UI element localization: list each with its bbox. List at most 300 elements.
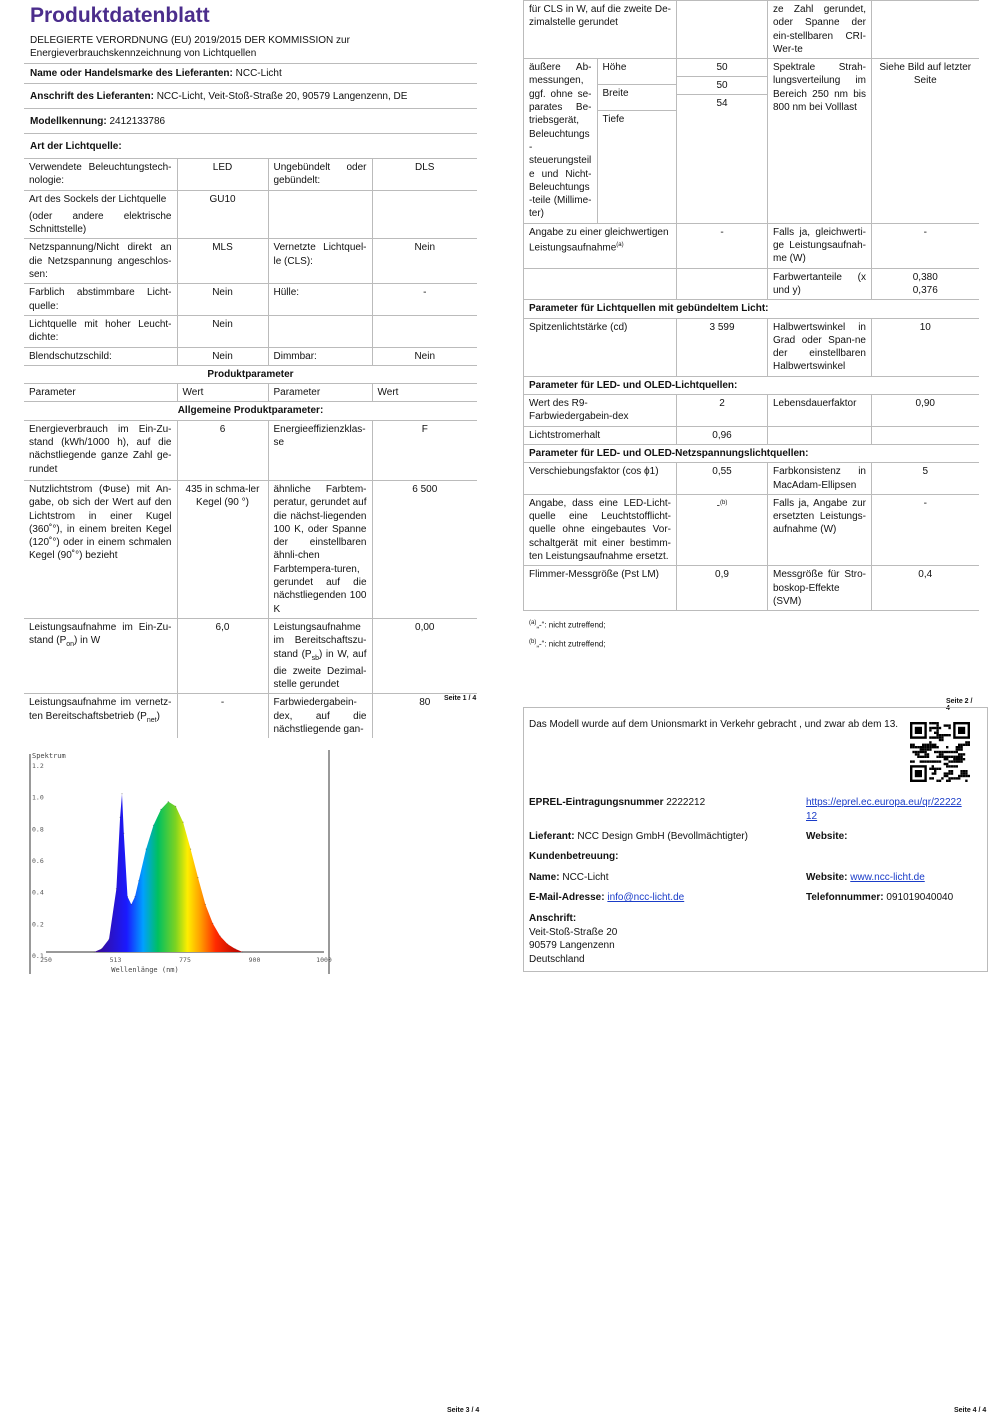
y-tick-label: 0.2 [32, 920, 44, 929]
cell-label: Wert des R9-Farbwiedergabein-dex [524, 395, 677, 427]
cell-label: Lebensdauerfaktor [768, 395, 872, 427]
footnotes [529, 615, 978, 652]
footnote-a-text: „-“: nicht zutreffend; [536, 620, 606, 630]
supplier-label: Lieferant: [529, 831, 575, 842]
cell-value: 0,55 [677, 463, 768, 495]
dimension-row [524, 59, 676, 84]
qr-module [951, 751, 953, 753]
cell-value: 2 [677, 395, 768, 427]
qr-module [941, 734, 943, 736]
label-subscript: sb [311, 654, 319, 662]
qr-module [946, 756, 948, 758]
qr-module [920, 746, 922, 748]
eprel-link[interactable]: https://eprel.ec.europa.eu/qr/2222212 [806, 797, 962, 822]
qr-module [960, 772, 962, 774]
qr-module [924, 756, 926, 758]
table-row [24, 480, 477, 618]
x-tick-label: 513 [109, 956, 122, 964]
qr-module [932, 760, 934, 762]
qr-module [910, 760, 912, 762]
qr-module [963, 775, 965, 777]
qr-module [939, 780, 941, 782]
qr-module [944, 775, 946, 777]
qr-module [963, 770, 965, 772]
website-label: Website: [806, 831, 848, 842]
spectrum-point [234, 948, 235, 949]
cell-label [24, 190, 177, 239]
qr-finder-core [915, 770, 922, 777]
qr-module [934, 746, 936, 748]
qr-module [946, 765, 948, 767]
cell-label: Energieeffizienzklas-se [268, 420, 372, 480]
cell-label: Ungebündelt oder gebündelt: [268, 159, 372, 190]
chart-marks [94, 793, 244, 953]
cell-value: Nein [372, 239, 477, 284]
cell-value: Nein [372, 347, 477, 365]
qr-module [941, 756, 943, 758]
supplier-row [24, 64, 477, 84]
label-subscript: net [146, 716, 157, 724]
qr-module [941, 736, 943, 738]
qr-module [936, 729, 938, 731]
spectrum-point [168, 801, 169, 802]
name-label: Name: [529, 872, 560, 883]
cell-label [768, 426, 872, 444]
qr-module [956, 777, 958, 779]
qr-module [965, 741, 967, 743]
qr-module [924, 751, 926, 753]
label-subscript: on [66, 641, 75, 649]
qr-module [920, 760, 922, 762]
qr-module [939, 768, 941, 770]
dimensions-values-cell [677, 59, 768, 224]
dimension-width-value: 50 [677, 77, 767, 95]
qr-module [944, 751, 946, 753]
column-header: Parameter [24, 384, 177, 402]
qr-module [960, 746, 962, 748]
qr-module [912, 744, 914, 746]
spectrum-point [220, 936, 221, 937]
table-row [24, 284, 477, 316]
cell-value: 0,9 [677, 566, 768, 611]
cell-value: - [177, 694, 268, 738]
qr-module [963, 758, 965, 760]
qr-module [936, 768, 938, 770]
qr-module [946, 780, 948, 782]
dimension-width-label: Breite [597, 84, 676, 110]
website2-label: Website: [806, 872, 848, 883]
dimension-depth-label: Tiefe [602, 113, 625, 125]
qr-module [951, 777, 953, 779]
dimension-height-value: 50 [677, 59, 767, 77]
qr-module [956, 760, 958, 762]
qr-module [927, 746, 929, 748]
qr-module [917, 751, 919, 753]
x-tick-label: 900 [248, 956, 261, 964]
cap-label: Art des Sockels der Lichtquelle [29, 193, 167, 205]
dimension-height-label: Höhe [597, 59, 676, 84]
qr-module [936, 760, 938, 762]
qr-module [968, 741, 970, 743]
dimensions-subtable [524, 59, 676, 223]
label-text: Leistungsaufnahme im vernetz-ten Bereitschaftsbetrieb (P [29, 697, 172, 722]
qr-module [915, 753, 917, 755]
qr-module [934, 770, 936, 772]
model-value: 2412133786 [109, 116, 166, 127]
qr-module [958, 775, 960, 777]
table-row [24, 190, 477, 239]
eprel-label: EPREL-Eintragungsnummer [529, 797, 664, 808]
cell-value: 6,0 [177, 618, 268, 693]
email-row [529, 891, 684, 905]
chroma-y-value: 0,376 [912, 284, 938, 296]
qr-module [965, 780, 967, 782]
cell-value: 0,00 [372, 618, 477, 693]
dimensions-label: äußere Ab-messungen, ggf. ohne se-parates Be-triebsgerät, Beleuchtungs-steuerungsteile und Nicht-Beleuchtungs-teile (Millime-ter) [524, 59, 597, 223]
qr-module [929, 729, 931, 731]
qr-module [927, 756, 929, 758]
cell-value: 0,90 [872, 395, 979, 427]
qr-module [958, 756, 960, 758]
model-label: Modellkennung: [30, 116, 107, 127]
qr-module [936, 746, 938, 748]
header-row [24, 384, 477, 402]
qr-module [948, 734, 950, 736]
qr-module [951, 760, 953, 762]
qr-module [917, 746, 919, 748]
cell-value: MLS [177, 239, 268, 284]
supplier-label: Name oder Handelsmarke des Lieferanten: [30, 68, 233, 79]
cell-label: ähnliche Farbtem-peratur, gerundet auf die nächst-liegenden 100 K, oder Spanne der einstellbaren ähnli-chen Farbtempera-turen, gerundet auf die nächstliegenden 100 K [268, 480, 372, 618]
qr-module [932, 768, 934, 770]
qr-module [948, 780, 950, 782]
qr-module [929, 768, 931, 770]
column-header: Wert [177, 384, 268, 402]
qr-module [960, 748, 962, 750]
qr-module [920, 748, 922, 750]
cell-value: 0,4 [872, 566, 979, 611]
phone-label: Telefonnummer: [806, 892, 884, 903]
spectrum-point [116, 888, 117, 889]
footnote-b [529, 634, 978, 653]
customer-service-label: Kundenbetreuung: [529, 851, 619, 862]
cell-label: Verwendete Beleuchtungstech-nologie: [24, 159, 177, 190]
cell-value: - [372, 284, 477, 316]
phone-row [806, 891, 953, 905]
qr-finder-core [915, 727, 922, 734]
cell-label: Farbwiedergabein-dex, auf die nächstliegende gan- [268, 694, 372, 738]
cell-value [872, 1, 979, 59]
qr-module [934, 760, 936, 762]
qr-module [934, 744, 936, 746]
qr-code-icon[interactable] [910, 722, 970, 782]
qr-module [946, 746, 948, 748]
qr-module [953, 751, 955, 753]
qr-module [963, 744, 965, 746]
cell-value: Nein [177, 284, 268, 316]
qr-module [960, 758, 962, 760]
qr-module [910, 744, 912, 746]
qr-module [953, 765, 955, 767]
qr-module [920, 756, 922, 758]
qr-module [927, 744, 929, 746]
qr-module [956, 751, 958, 753]
email-label: E-Mail-Adresse: [529, 892, 605, 903]
cell-label: Farbwertanteile (x und y) [768, 268, 872, 300]
spectrum-point [205, 904, 206, 905]
qr-module [948, 765, 950, 767]
footnote-ref: (b) [720, 499, 728, 506]
spectrum-point [108, 939, 109, 940]
qr-module [953, 777, 955, 779]
qr-module [934, 772, 936, 774]
cell-value: 3 599 [677, 318, 768, 376]
qr-module [960, 760, 962, 762]
cell-label: Farbkonsistenz in MacAdam-Ellipsen [768, 463, 872, 495]
cell-label: Netzspannung/Nicht direkt an die Netzspannung angeschlos-sen: [24, 239, 177, 284]
spectrum-point [160, 809, 161, 810]
qr-module [917, 753, 919, 755]
qr-module [965, 744, 967, 746]
table-row [24, 159, 477, 190]
qr-module [915, 751, 917, 753]
footnote-a [529, 615, 978, 634]
qr-module [934, 751, 936, 753]
qr-module [948, 727, 950, 729]
label-text: Angabe zu einer gleichwertigen Leistungsaufnahme [529, 226, 669, 254]
cell-value [372, 190, 477, 239]
cell-label: Spitzenlichtstärke (cd) [524, 318, 677, 376]
column-header: Parameter [268, 384, 372, 402]
spectrum-point [120, 817, 121, 818]
qr-module [929, 748, 931, 750]
address-row [24, 84, 477, 109]
qr-module [917, 756, 919, 758]
y-tick-label: 0.6 [32, 857, 44, 865]
qr-module [934, 722, 936, 724]
qr-module [936, 727, 938, 729]
datasheet-page-3 [24, 707, 500, 1415]
qr-module [941, 753, 943, 755]
qr-module [912, 751, 914, 753]
qr-module [929, 736, 931, 738]
qr-module [948, 760, 950, 762]
qr-module [936, 736, 938, 738]
table-row [524, 1, 979, 59]
table-row [524, 494, 979, 565]
label-text: Leistungsaufnahme im Bereitschaftszu-stand (P [273, 621, 367, 660]
qr-module [929, 746, 931, 748]
qr-module [944, 772, 946, 774]
website-link[interactable]: www.ncc-licht.de [850, 872, 925, 883]
qr-module [936, 751, 938, 753]
footnote-b-text: „-“: nicht zutreffend; [536, 639, 606, 649]
website2-row [806, 871, 925, 885]
qr-module [929, 744, 931, 746]
qr-module [965, 772, 967, 774]
qr-module [934, 732, 936, 734]
qr-module [927, 753, 929, 755]
eprel-row [529, 796, 705, 810]
cell-value: - [872, 494, 979, 565]
model-row [24, 109, 477, 134]
cell-label: ze Zahl gerundet, oder Spanne der ein-stellbaren CRI-Wer-te [768, 1, 872, 59]
qr-module [915, 746, 917, 748]
cell-label: Messgröße für Stro-boskop-Effekte (SVM) [768, 566, 872, 611]
qr-module [948, 751, 950, 753]
spectrum-point [175, 806, 176, 807]
spectrum-point [153, 825, 154, 826]
address-line-3: Deutschland [529, 954, 585, 965]
qr-module [958, 777, 960, 779]
eprel-value: 2222212 [666, 797, 706, 808]
cell-value: Siehe Bild auf letzter Seite [872, 59, 979, 224]
qr-module [922, 746, 924, 748]
page-number: Seite 3 / 4 [447, 1407, 480, 1414]
spectrum-point [101, 948, 102, 949]
address-label: Anschrift des Lieferanten: [30, 91, 154, 102]
qr-module [953, 760, 955, 762]
x-tick-label: 1000 [316, 956, 332, 964]
qr-module [936, 734, 938, 736]
label-text: ) in W, auf die zweite Dezimal-stelle gerundet [273, 648, 367, 691]
cell-value: Nein [177, 347, 268, 365]
section-heading: Parameter für Lichtquellen mit gebündeltem Licht: [524, 300, 979, 318]
dimensions-cell [524, 59, 677, 224]
qr-module [956, 746, 958, 748]
table-row [524, 463, 979, 495]
cell-value: Nein [177, 315, 268, 347]
qr-module [948, 772, 950, 774]
page-number: Seite 1 / 4 [444, 695, 477, 702]
x-tick-label: 775 [179, 956, 191, 964]
qr-module [939, 753, 941, 755]
address-line-1: Veit-Stoß-Straße 20 [529, 927, 618, 938]
cell-label: Blendschutzschild: [24, 347, 177, 365]
footnote-ref: (a) [616, 242, 624, 249]
qr-module [922, 748, 924, 750]
email-link[interactable]: info@ncc-licht.de [607, 892, 685, 903]
qr-module [946, 724, 948, 726]
qr-module [948, 777, 950, 779]
cell-value: 0,96 [677, 426, 768, 444]
qr-module [956, 758, 958, 760]
qr-module [932, 744, 934, 746]
section-row [24, 402, 477, 420]
y-tick-label: 1.0 [32, 793, 44, 802]
footnote-b-marker: (b) [529, 638, 537, 645]
cell-value [372, 315, 477, 347]
y-tick-label: 1.2 [32, 762, 44, 770]
qr-module [958, 748, 960, 750]
spectrum-point [190, 849, 191, 850]
qr-module [948, 724, 950, 726]
cell-label: Halbwertswinkel in Grad oder Span-ne der einstellbaren Halbwertswinkel [768, 318, 872, 376]
address-value: NCC-Licht, Veit-Stoß-Straße 20, 90579 Langenzenn, DE [156, 91, 408, 102]
qr-module [951, 765, 953, 767]
label-text: ) [156, 710, 160, 722]
cell-label [524, 268, 677, 300]
qr-module [958, 758, 960, 760]
x-tick-label: 250 [40, 956, 52, 964]
spectrum-area [94, 794, 242, 952]
qr-module [934, 727, 936, 729]
qr-module [929, 722, 931, 724]
spectrum-chart [24, 742, 334, 982]
qr-module [948, 770, 950, 772]
y-tick-label: 0.4 [32, 888, 44, 897]
qr-module [929, 741, 931, 743]
section-row [524, 300, 979, 318]
qr-module [944, 763, 946, 765]
qr-module [932, 777, 934, 779]
qr-module [941, 751, 943, 753]
cell-value [677, 268, 768, 300]
qr-module [936, 756, 938, 758]
qr-module [934, 736, 936, 738]
cell-value: - [872, 223, 979, 268]
table-row [524, 268, 979, 300]
table-row [524, 59, 979, 224]
qr-module [946, 758, 948, 760]
cell-label: Lichtstromerhalt [524, 426, 677, 444]
dimension-depth-value: 54 [716, 98, 728, 110]
label-text: ) in W [74, 635, 101, 647]
qr-module [936, 724, 938, 726]
cell-label [268, 190, 372, 239]
value-text: - [716, 500, 720, 512]
cell-label: Farblich abstimmbare Licht-quelle: [24, 284, 177, 316]
table-row [524, 426, 979, 444]
lightsource-type-heading: Art der Lichtquelle: [24, 134, 477, 159]
table-row [524, 318, 979, 376]
qr-module [958, 760, 960, 762]
cell-label [24, 618, 177, 693]
table-row [24, 347, 477, 365]
cell-value: 5 [872, 463, 979, 495]
section-heading: Produktparameter [24, 365, 477, 383]
table-row [24, 618, 477, 693]
table-row [524, 223, 979, 268]
cell-value: 6 500 [372, 480, 477, 618]
qr-module [963, 772, 965, 774]
qr-module [936, 732, 938, 734]
qr-module [958, 744, 960, 746]
cell-label: Lichtquelle mit hoher Leucht-dichte: [24, 315, 177, 347]
qr-module [958, 753, 960, 755]
qr-module [922, 756, 924, 758]
y-tick-label: 0.8 [32, 825, 44, 834]
supplier-row [529, 830, 748, 844]
qr-module [965, 770, 967, 772]
cell-label [268, 315, 372, 347]
table-row [24, 420, 477, 480]
qr-finder-core [958, 727, 965, 734]
cell-label: Angabe, dass eine LED-Licht-quelle eine Leuchtstofflicht-quelle ohne eingebautes Vor-schaltgerät mit einer bestimm-ten Leistungsaufnahme ersetzt. [524, 494, 677, 565]
qr-module [936, 722, 938, 724]
section-heading: Allgemeine Produktparameter: [24, 402, 477, 420]
cell-value: DLS [372, 159, 477, 190]
phone-value: 091019040040 [886, 892, 954, 903]
qr-module [932, 772, 934, 774]
table-row [24, 239, 477, 284]
supplier-value: NCC-Licht [235, 68, 282, 79]
spectrum-point [197, 877, 198, 878]
section-heading: Parameter für LED- und OLED-Lichtquellen: [524, 376, 979, 394]
address-line-2: 90579 Langenzenn [529, 940, 615, 951]
section-row [24, 365, 477, 383]
qr-module [960, 756, 962, 758]
